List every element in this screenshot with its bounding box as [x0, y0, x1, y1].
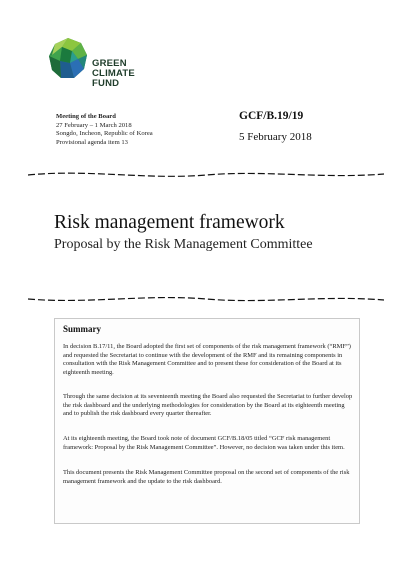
- summary-paragraph-4: This document presents the Risk Management Committee proposal on the second set of components of the risk management framework and the update to the risk dashboard.: [63, 469, 350, 485]
- meeting-agenda: Provisional agenda item 13: [56, 138, 128, 146]
- page-title: Risk management framework: [54, 212, 285, 233]
- logo-wordmark: [92, 59, 135, 89]
- summary-heading: Summary: [63, 324, 101, 334]
- logo-line-climate: CLIMATE: [92, 68, 135, 79]
- wavy-divider-bottom: [28, 292, 384, 306]
- summary-paragraph-3: At its eighteenth meeting, the Board took note of document GCF/B.18/05 titled “GCF risk management framework: Proposal by the Risk Management Committee”. However, no decision was taken under this item.: [63, 435, 345, 451]
- logo-line-fund: FUND: [92, 78, 120, 89]
- wavy-divider-top: [28, 168, 384, 182]
- meeting-label: Meeting of the Board: [56, 113, 116, 120]
- document-date: 5 February 2018: [239, 131, 312, 143]
- page-subtitle: Proposal by the Risk Management Committee: [54, 237, 313, 252]
- summary-paragraph-1: In decision B.17/11, the Board adopted the first set of components of the risk management framework (“RMF”) and requested the Secretariat to continue with the development of the RMF and its remaining components in consultation with the Risk Management Committee and to present these for consideration of the Board at its eighteenth meeting.: [63, 343, 351, 376]
- document-info: [239, 110, 312, 143]
- document-code: GCF/B.19/19: [239, 110, 304, 122]
- green-globe-logo-icon: [48, 37, 88, 81]
- summary-paragraph-2: Through the same decision at its seventeenth meeting the Board also requested the Secretariat to further develop the risk dashboard and the underlying methodologies for consideration by the Board at its eighteenth meeting and to publish the risk dashboard every quarter thereafter.: [63, 393, 353, 417]
- meeting-location: Songdo, Incheon, Republic of Korea: [56, 130, 153, 138]
- meeting-info: [56, 113, 153, 147]
- meeting-dates: 27 February – 1 March 2018: [56, 121, 132, 129]
- summary-box: [54, 318, 360, 524]
- gcf-logo: [48, 37, 198, 99]
- logo-line-green: GREEN: [92, 58, 127, 69]
